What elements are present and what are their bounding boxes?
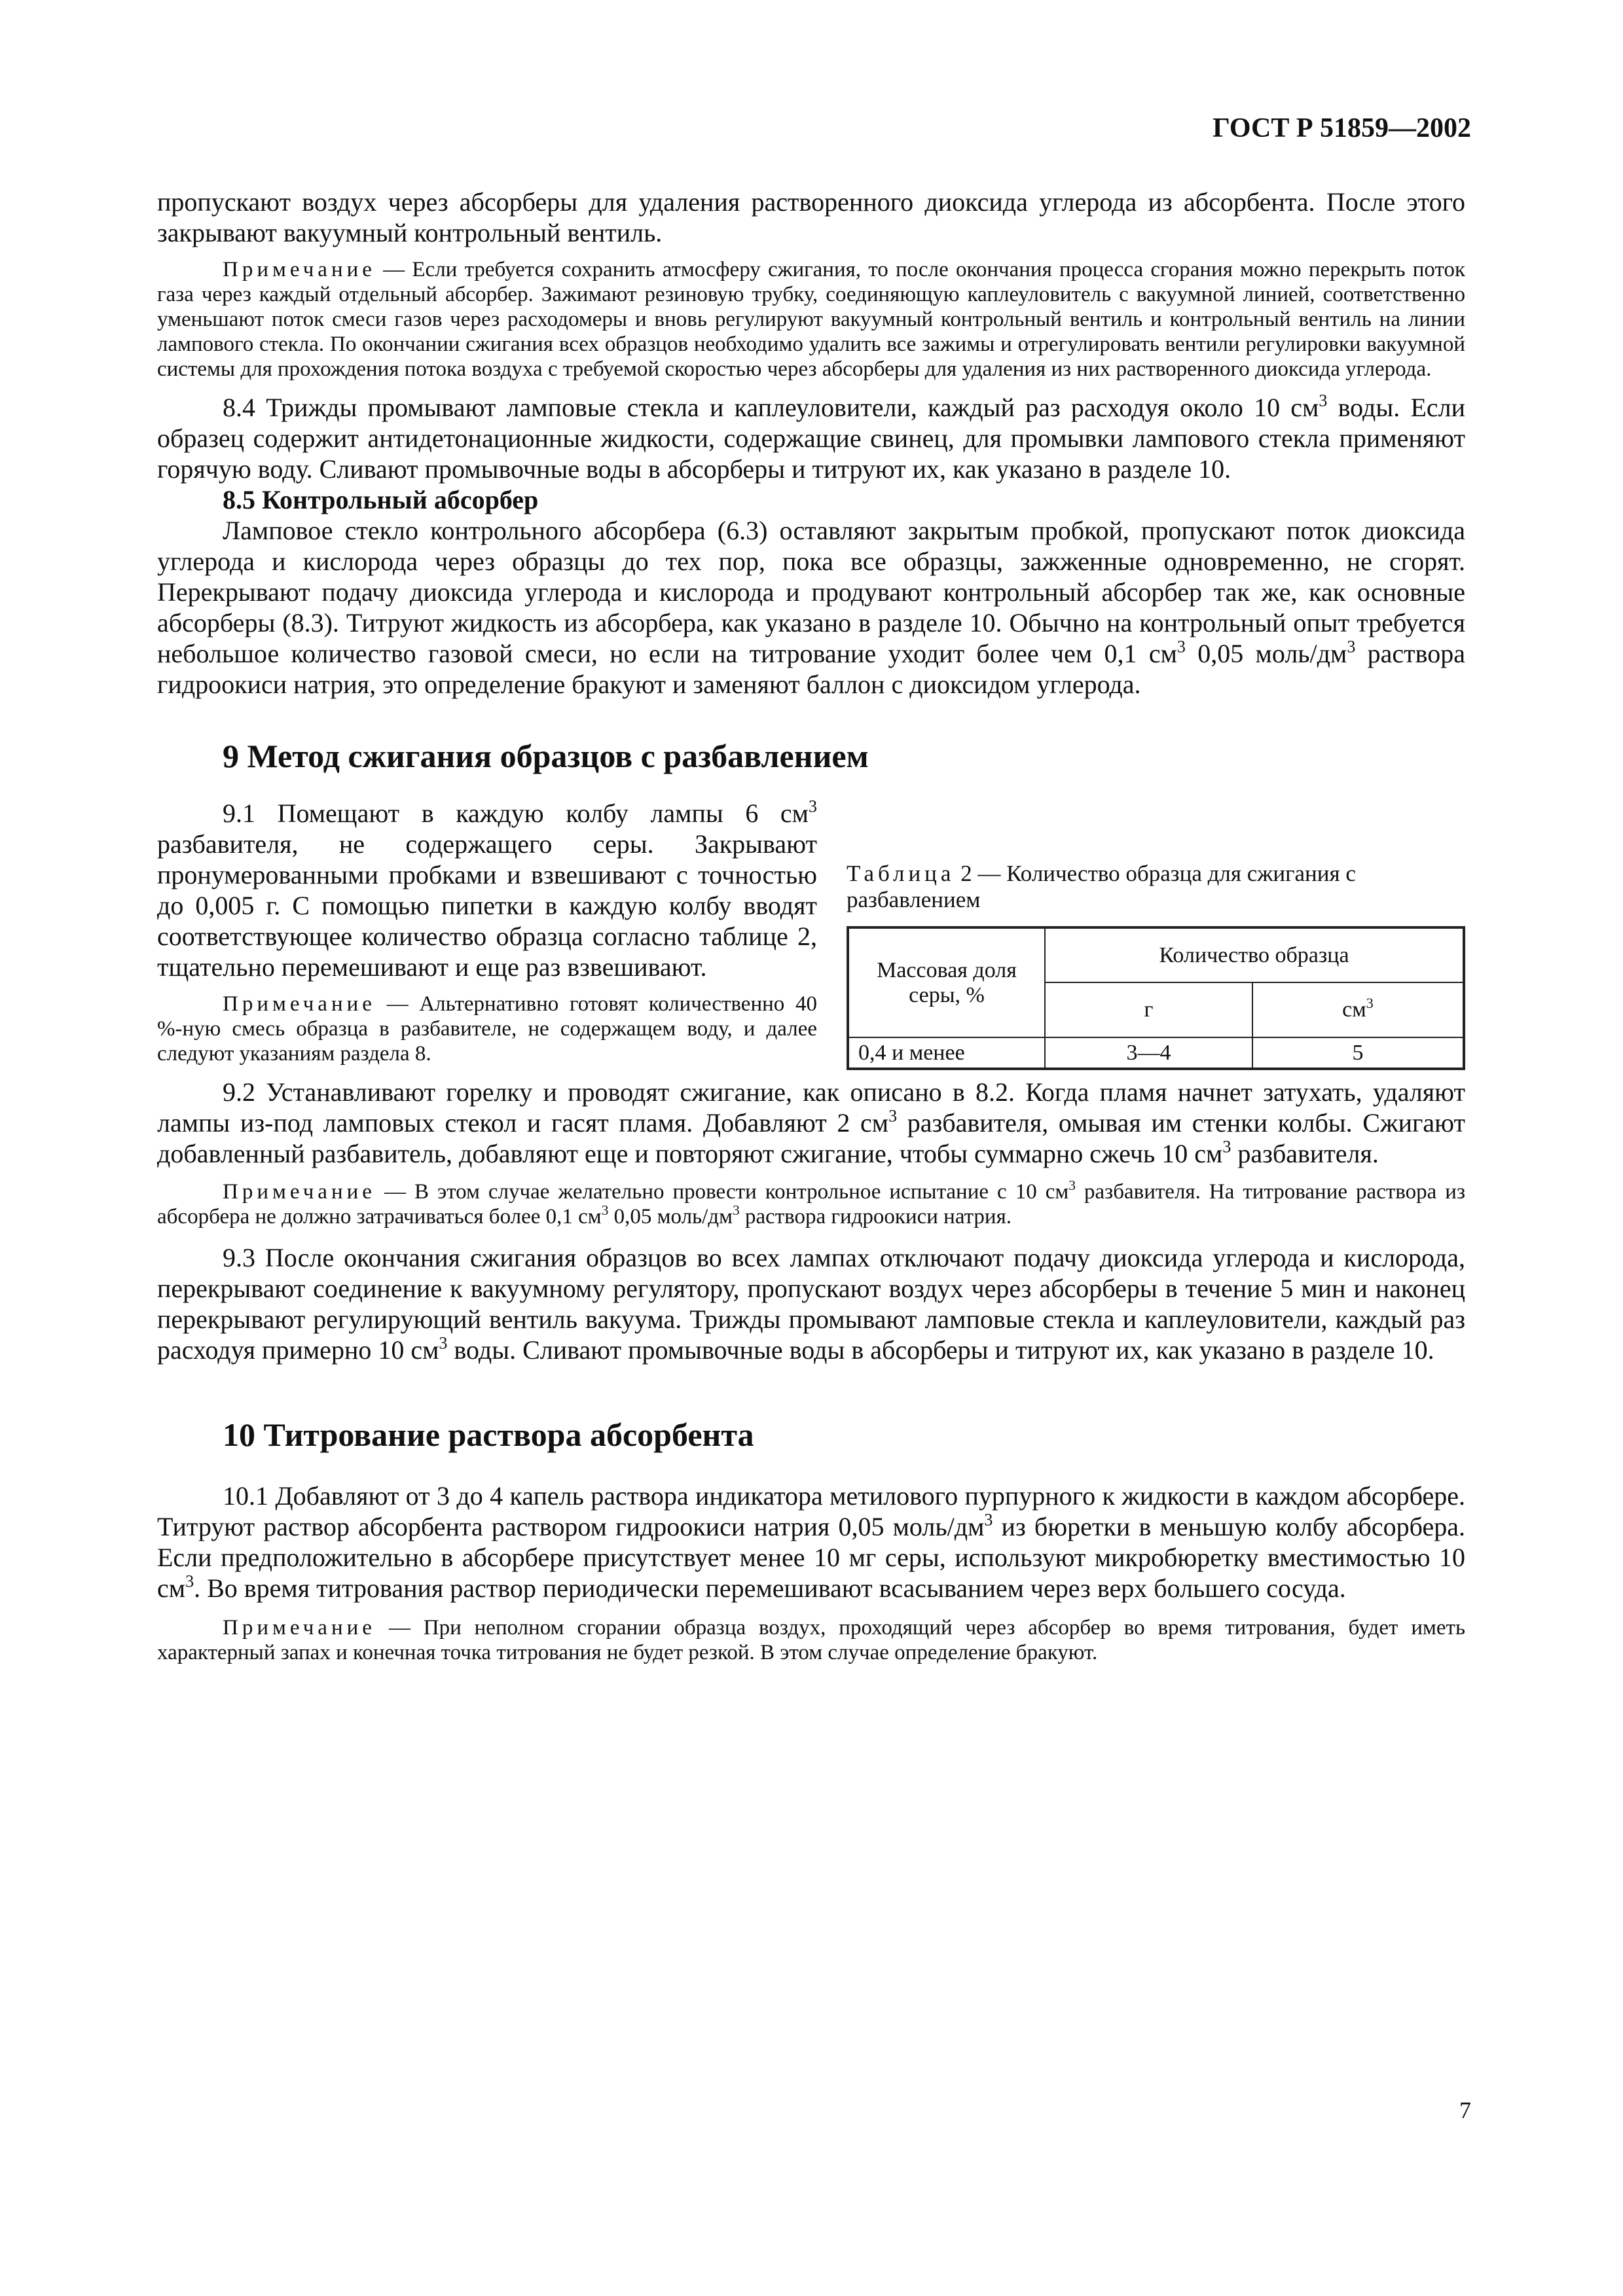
paragraph-10-1 [157,1480,1465,1604]
superscript: 3 [1319,391,1328,410]
note-label: Примечание [223,258,376,281]
superscript: 3 [732,1202,740,1219]
table-cell: 5 [1252,1037,1464,1069]
section-heading-10: 10 Титрование раствора абсорбента [223,1416,754,1453]
note-text: — Если требуется сохранить атмосферу сжигания, то после окончания процесса сгорания можно перекрыть поток газа через каждый отдельный абсорбер. Зажимают резиновую трубку, соединяющую каплеуловитель с вакуумной линией, соответственно уменьшают поток смеси газов через расходомеры и вновь регулируют вакуумный контрольный вентиль и контрольный вентиль на линии лампового стекла. По окончании сжигания всех образцов необходимо удалить все зажимы и отрегулировать вентили регулировки вакуумной системы для прохождения потока воздуха с требуемой скоростью через абсорберы для удаления из них растворенного диоксида углерода. [157,258,1465,381]
table-header-cell: Количество образца [1045,927,1464,982]
note-3 [157,1179,1465,1229]
table-caption-text: 2 — Количество образца для сжигания с разбавлением [847,861,1356,912]
superscript: 3 [601,1202,609,1219]
table-header-cell: Массовая доля серы, % [848,927,1045,1037]
superscript: 3 [1222,1137,1231,1157]
note-label: Примечание [223,992,376,1016]
superscript: 3 [1176,637,1186,656]
text-segment: 9.1 Помещают в каждую колбу лампы 6 см [223,798,809,828]
text-segment: воды. Сливают промывочные воды в абсорберы и титруют их, как указано в разделе 10. [447,1335,1434,1365]
table-2-block [847,861,1465,1070]
superscript: 3 [809,797,817,816]
table-2 [847,926,1465,1070]
superscript: 3 [888,1106,898,1126]
text-segment: разбавителя, не содержащего серы. Закрывают пронумерованными пробками и взвешивают с точностью до 0,005 г. С помощью пипетки в каждую колбу вводят соответствующее количество образца согласно таблице 2, тщательно перемешивают и еще раз взвешивают. [157,829,817,982]
paragraph-9-3 [157,1242,1465,1365]
note-1 [157,257,1465,382]
superscript: 3 [1068,1177,1076,1194]
note-text: — Альтернативно готовят количественно 40 %-ную смесь образца в разбавителе, не содержащем воду, и далее следуют указаниям раздела 8. [157,992,817,1066]
note-label: Примечание [223,1616,376,1640]
text-segment: раствора гидроокиси натрия, это определение бракуют и заменяют баллон с диоксидом углерода. [157,639,1465,699]
table-cell: 3—4 [1045,1037,1252,1069]
text-segment: разбавителя. На титрование раствора из абсорбера не должно затрачиваться более 0,1 см [157,1180,1465,1229]
note-4 [157,1615,1465,1665]
text-segment: 9.2 Устанавливают горелку и проводят сжигание, как описано в 8.2. Когда пламя начнет затухать, удаляют лампы из-под ламповых стекол и гасят пламя. Добавляют 2 см [157,1077,1465,1138]
paragraph-intro: пропускают воздух через абсорберы для удаления растворенного диоксида углерода из абсорбента. После этого закрывают вакуумный контрольный вентиль. [157,187,1465,247]
text-segment: 8.4 Трижды промывают ламповые стекла и каплеуловители, каждый раз расходуя около 10 см [223,393,1319,422]
unit-text: см [1342,997,1366,1022]
text-segment: 9.3 После окончания сжигания образцов во всех лампах отключают подачу диоксида углерода и кислорода, перекрывают соединение к вакуумному регулятору, пропускают воздух через абсорберы в течение 5 мин и наконец перекрывают регулирующий вентиль вакуума. Трижды промывают ламповые стекла и каплеуловители, каждый раз расходуя примерно 10 см [157,1243,1465,1365]
note-text: — При неполном сгорании образца воздух, проходящий через абсорбер во время титрования, будет иметь характерный запах и конечная точка титрования не будет резкой. В этом случае определение бракуют. [157,1616,1465,1664]
table-header-cell: г [1045,982,1252,1037]
page-content [157,187,1465,1665]
text-segment: из бюретки в меньшую колбу абсорбера. Если предположительно в абсорбере присутствует менее 10 мг серы, используют микробюретку вместимостью 10 см [157,1512,1465,1603]
superscript: 3 [439,1333,448,1353]
text-segment: Ламповое стекло контрольного абсорбера (6.3) оставляют закрытым пробкой, пропускают поток диоксида углерода и кислорода через образцы до тех пор, пока все образцы, зажженные одновременно, не сгорят. Перекрывают подачу диоксида углерода и кислорода и продувают контрольный абсорбер так же, как основные абсорберы (8.3). Титруют жидкость из абсорбера, как указано в разделе 10. Обычно на контрольный опыт требуется небольшое количество газовой смеси, но если на титрование уходит более чем 0,1 см [157,516,1465,668]
text-segment: — В этом случае желательно провести контрольное испытание с 10 см [375,1180,1069,1204]
document-header: ГОСТ Р 51859—2002 [1213,113,1471,143]
superscript: 3 [984,1510,993,1530]
superscript: 3 [1347,637,1356,656]
table-caption-label: Таблица [847,861,955,886]
text-segment: воды. Если образец содержит антидетонационные жидкости, содержащие свинец, для промывки лампового стекла применяют горячую воду. Сливают промывочные воды в абсорберы и титруют их, как указано в разделе 10. [157,393,1465,484]
table-row [848,1037,1464,1069]
text-segment: . Во время титрования раствор периодически перемешивают всасыванием через верх большего сосуда. [194,1573,1346,1603]
section-heading-9: 9 Метод сжигания образцов с разбавлением [223,738,869,774]
subsection-heading-8-5: 8.5 Контрольный абсорбер [223,485,539,514]
text-segment: раствора гидроокиси натрия. [739,1205,1012,1229]
table-header-cell [1252,982,1464,1037]
paragraph-8-5 [157,515,1465,700]
text-segment: разбавителя, омывая им стенки колбы. Сжигают добавленный разбавитель, добавляют еще и повторяют сжигание, чтобы суммарно сжечь 10 см [157,1108,1466,1168]
text-segment: разбавителя. [1231,1139,1379,1168]
table-cell: 0,4 и менее [848,1037,1045,1069]
paragraph-9-2 [157,1077,1465,1169]
table-header-row [848,927,1464,982]
text-segment: 10.1 Добавляют от 3 до 4 капель раствора индикатора метилового пурпурного к жидкости в каждом абсорбере. Титруют раствор абсорбента раствором гидроокиси натрия 0,05 моль/дм [157,1481,1465,1541]
text-segment: 0,05 моль/дм [1185,639,1347,668]
paragraph-8-4 [157,392,1465,484]
page-number: 7 [1459,2097,1471,2123]
table-caption [847,861,1465,913]
superscript: 3 [1366,994,1374,1011]
note-label: Примечание [223,1180,376,1204]
superscript: 3 [185,1571,194,1591]
text-segment: 0,05 моль/дм [608,1205,733,1229]
